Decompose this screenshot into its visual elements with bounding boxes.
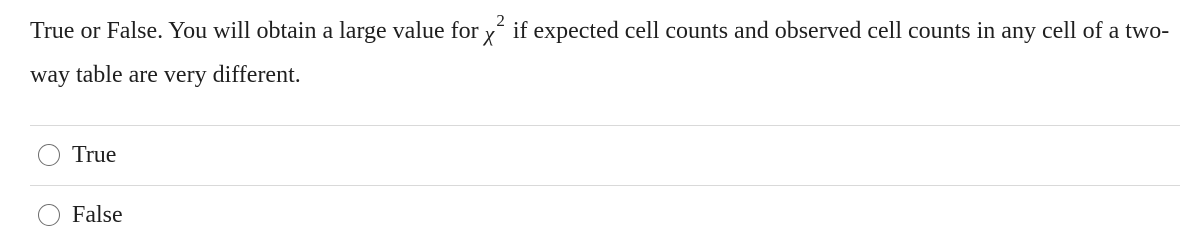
option-false-label: False	[72, 201, 123, 228]
option-false[interactable]	[38, 195, 123, 235]
radio-button-false[interactable]	[38, 204, 60, 226]
radio-button-true[interactable]	[38, 144, 60, 166]
question-text	[30, 10, 1180, 96]
option-true[interactable]	[38, 135, 116, 175]
question-text-after: if expected cell counts and observed cell counts in any cell of a two-way table are very different.	[30, 18, 1170, 88]
chi-symbol: χ	[484, 21, 495, 46]
question-text-before: True or False. You will obtain a large value for	[30, 18, 479, 44]
chi-superscript: 2	[496, 11, 505, 30]
option-true-label: True	[72, 141, 117, 168]
divider-top	[30, 125, 1180, 126]
divider-middle	[30, 185, 1180, 186]
